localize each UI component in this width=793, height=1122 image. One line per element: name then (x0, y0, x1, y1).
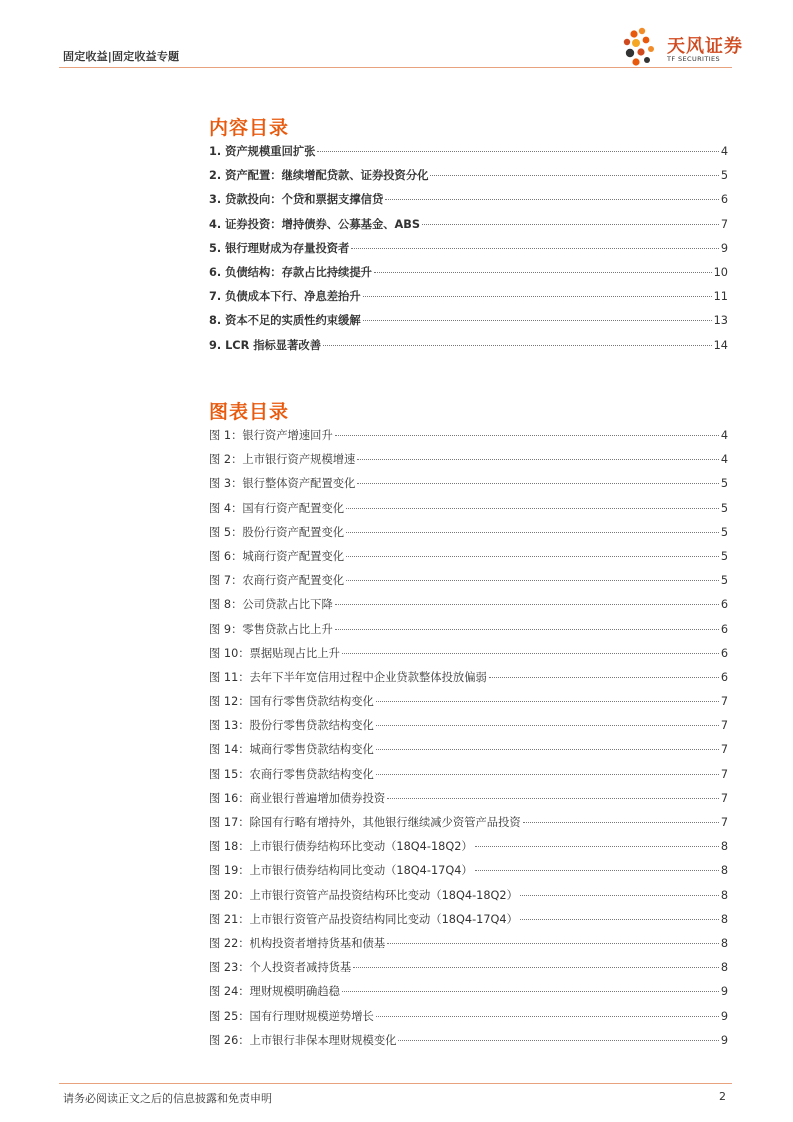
figure-entry[interactable] (209, 959, 728, 983)
figure-entry-page[interactable]: 7 (720, 767, 728, 781)
contents-entry-label[interactable]: 9. LCR 指标显著改善 (209, 338, 321, 352)
contents-title: 内容目录 (209, 117, 290, 139)
logo-name-cn: 天风证券 (667, 36, 743, 57)
figure-entry-label[interactable]: 图 11：去年下半年宽信用过程中企业贷款整体投放偏弱 (209, 670, 487, 684)
dot-leader (376, 701, 719, 702)
figure-entry[interactable] (209, 814, 728, 838)
header-divider (59, 67, 732, 68)
figure-entry[interactable] (209, 935, 728, 959)
contents-entry[interactable] (209, 216, 728, 240)
figure-entry-page[interactable]: 8 (720, 840, 728, 854)
logo-name-en: TF SECURITIES (667, 55, 721, 63)
figure-entry-label[interactable]: 图 16：商业银行普遍增加债券投资 (209, 791, 386, 805)
figure-entry[interactable] (209, 766, 728, 790)
figure-entry-page[interactable]: 6 (720, 622, 728, 636)
dot-leader (387, 798, 719, 799)
dot-leader (398, 1040, 718, 1041)
dot-leader (520, 895, 719, 896)
contents-entry[interactable] (209, 264, 728, 288)
figure-entry-page[interactable]: 7 (720, 719, 728, 733)
figure-entry-label[interactable]: 图 10：票据贴现占比上升 (209, 646, 340, 660)
contents-entry-page[interactable]: 5 (720, 169, 728, 183)
figure-entry[interactable] (209, 669, 728, 693)
figure-entry-page[interactable]: 6 (720, 646, 728, 660)
figure-entry-page[interactable]: 8 (720, 961, 728, 975)
figure-entry[interactable] (209, 717, 728, 741)
figure-entry-label[interactable]: 图 26：上市银行非保本理财规模变化 (209, 1033, 397, 1047)
figure-entry-page[interactable]: 9 (720, 1009, 728, 1023)
dot-leader (335, 435, 719, 436)
contents-entry-page[interactable]: 11 (713, 290, 728, 304)
dot-leader (346, 508, 719, 509)
contents-entry-label[interactable]: 8. 资本不足的实质性约束缓解 (209, 314, 361, 328)
dot-leader (385, 199, 719, 200)
contents-entry-label[interactable]: 1. 资产规模重回扩张 (209, 145, 316, 158)
dot-leader (475, 870, 719, 871)
figure-entry-label[interactable]: 图 3：银行整体资产配置变化 (209, 477, 356, 491)
dot-leader (357, 459, 718, 460)
figure-entry[interactable] (209, 451, 728, 475)
figure-entry[interactable] (209, 911, 728, 935)
dot-leader (387, 943, 719, 944)
contents-entry-label[interactable]: 4. 证券投资：增持债券、公募基金、ABS (209, 217, 421, 231)
figure-entry-page[interactable]: 8 (720, 912, 728, 926)
contents-entry[interactable] (209, 191, 728, 215)
figure-entry-label[interactable]: 图 9：零售贷款占比上升 (209, 622, 333, 636)
contents-entry-label[interactable]: 7. 负债成本下行、净息差抬升 (209, 290, 361, 304)
contents-entry[interactable] (209, 288, 728, 312)
figure-entry[interactable] (209, 1008, 728, 1032)
figure-entry-label[interactable]: 图 7：农商行资产配置变化 (209, 574, 345, 588)
figures-list (209, 427, 728, 1056)
figure-entry-page[interactable]: 5 (720, 477, 728, 491)
figure-entry[interactable] (209, 621, 728, 645)
figure-entry[interactable] (209, 500, 728, 524)
dot-leader (430, 175, 718, 176)
figure-entry[interactable] (209, 572, 728, 596)
contents-entry-page[interactable]: 14 (713, 338, 728, 352)
dot-leader (346, 532, 719, 533)
figure-entry[interactable] (209, 790, 728, 814)
figure-entry-page[interactable]: 5 (720, 574, 728, 588)
page-number: 2 (719, 1090, 726, 1103)
figure-entry-page[interactable]: 8 (720, 864, 728, 878)
figure-entry[interactable] (209, 475, 728, 499)
figure-entry-label[interactable]: 图 17：除国有行略有增持外，其他银行继续减少资管产品投资 (209, 816, 521, 829)
contents-entry-label[interactable]: 6. 负债结构：存款占比持续提升 (209, 265, 372, 279)
contents-entry[interactable] (209, 337, 728, 361)
figure-entry-label[interactable]: 图 14：城商行零售贷款结构变化 (209, 743, 374, 757)
dot-leader (376, 749, 719, 750)
dot-leader (342, 991, 719, 992)
dot-leader (374, 272, 712, 273)
dot-leader (353, 967, 719, 968)
dot-leader (363, 320, 712, 321)
dot-leader (351, 248, 718, 249)
figure-entry[interactable] (209, 983, 728, 1007)
contents-entry-label[interactable]: 2. 资产配置：继续增配贷款、证券投资分化 (209, 169, 429, 183)
figure-entry-label[interactable]: 图 18：上市银行债券结构环比变动（18Q4-18Q2） (209, 840, 473, 854)
figure-entry[interactable] (209, 596, 728, 620)
figure-entry-label[interactable]: 图 6：城商行资产配置变化 (209, 549, 345, 563)
dot-leader (317, 151, 718, 152)
figure-entry[interactable] (209, 427, 728, 451)
figure-entry-page[interactable]: 7 (720, 743, 728, 757)
header-section-label: 固定收益|固定收益专题 (63, 50, 180, 63)
figure-entry-page[interactable]: 5 (720, 525, 728, 539)
figure-entry-label[interactable]: 图 1：银行资产增速回升 (209, 429, 333, 442)
figure-entry-label[interactable]: 图 19：上市银行债券结构同比变动（18Q4-17Q4） (209, 864, 473, 878)
dot-leader (376, 725, 719, 726)
dot-leader (357, 483, 718, 484)
figure-entry-label[interactable]: 图 2：上市银行资产规模增速 (209, 453, 356, 467)
figure-entry-page[interactable]: 9 (720, 985, 728, 999)
figure-entry-label[interactable]: 图 5：股份行资产配置变化 (209, 525, 345, 539)
figure-entry-page[interactable]: 4 (720, 453, 728, 467)
contents-entry-page[interactable]: 13 (713, 314, 728, 328)
figure-entry-page[interactable]: 7 (720, 791, 728, 805)
dot-leader (346, 580, 719, 581)
contents-entry-page[interactable]: 9 (720, 241, 728, 255)
figure-entry[interactable] (209, 645, 728, 669)
contents-entry[interactable] (209, 143, 728, 167)
contents-entry[interactable] (209, 312, 728, 336)
figure-entry-label[interactable]: 图 8：公司贷款占比下降 (209, 598, 333, 612)
figure-entry-page[interactable]: 8 (720, 888, 728, 902)
figure-entry-label[interactable]: 图 22：机构投资者增持货基和债基 (209, 936, 386, 950)
figure-entry[interactable] (209, 887, 728, 911)
figure-entry-page[interactable]: 5 (720, 501, 728, 515)
figure-entry-label[interactable]: 图 4：国有行资产配置变化 (209, 501, 345, 515)
dot-leader (335, 629, 719, 630)
dot-leader (422, 224, 719, 225)
figure-entry-label[interactable]: 图 21：上市银行资管产品投资结构同比变动（18Q4-17Q4） (209, 912, 518, 926)
figure-entry[interactable] (209, 1032, 728, 1056)
figure-entry[interactable] (209, 548, 728, 572)
figure-entry-page[interactable]: 9 (720, 1033, 728, 1047)
figure-entry-page[interactable]: 6 (720, 598, 728, 612)
figure-entry-page[interactable]: 5 (720, 549, 728, 563)
contents-entry-page[interactable]: 4 (720, 145, 728, 158)
dot-leader (489, 677, 719, 678)
figure-entry-label[interactable]: 图 12：国有行零售贷款结构变化 (209, 695, 374, 709)
figure-entry[interactable] (209, 862, 728, 886)
contents-entry-page[interactable]: 6 (720, 193, 728, 207)
figure-entry-page[interactable]: 7 (720, 816, 728, 829)
dot-leader (475, 846, 719, 847)
figure-entry-page[interactable]: 4 (720, 429, 728, 442)
contents-entry[interactable] (209, 167, 728, 191)
figure-entry-label[interactable]: 图 13：股份行零售贷款结构变化 (209, 719, 374, 733)
footer-divider (59, 1083, 732, 1084)
contents-entry-page[interactable]: 7 (720, 217, 728, 231)
contents-entry[interactable] (209, 240, 728, 264)
dot-leader (342, 653, 719, 654)
dot-leader (346, 556, 719, 557)
dot-leader (335, 604, 719, 605)
figure-entry-page[interactable]: 8 (720, 936, 728, 950)
company-logo (620, 26, 743, 72)
contents-entry-label[interactable]: 5. 银行理财成为存量投资者 (209, 241, 350, 255)
figure-entry-page[interactable]: 6 (720, 670, 728, 684)
figure-entry[interactable] (209, 524, 728, 548)
figure-entry-label[interactable]: 图 25：国有行理财规模逆势增长 (209, 1009, 374, 1023)
contents-entry-page[interactable]: 10 (713, 265, 728, 279)
figure-entry[interactable] (209, 838, 728, 862)
figure-entry-label[interactable]: 图 24：理财规模明确趋稳 (209, 985, 340, 999)
figure-entry[interactable] (209, 741, 728, 765)
logo-mark-icon (620, 26, 664, 72)
dot-leader (520, 919, 719, 920)
figure-entry-label[interactable]: 图 20：上市银行资管产品投资结构环比变动（18Q4-18Q2） (209, 888, 518, 902)
dot-leader (376, 1016, 719, 1017)
dot-leader (363, 296, 712, 297)
figure-entry-label[interactable]: 图 23：个人投资者减持货基 (209, 961, 352, 975)
figure-entry-page[interactable]: 7 (720, 695, 728, 709)
figure-entry-label[interactable]: 图 15：农商行零售贷款结构变化 (209, 767, 374, 781)
dot-leader (523, 822, 719, 823)
figures-title: 图表目录 (209, 401, 290, 423)
contents-entry-label[interactable]: 3. 贷款投向：个贷和票据支撑信贷 (209, 193, 384, 207)
dot-leader (376, 774, 719, 775)
contents-list (209, 143, 728, 361)
footer-disclaimer: 请务必阅读正文之后的信息披露和免责申明 (63, 1092, 272, 1105)
figure-entry[interactable] (209, 693, 728, 717)
dot-leader (323, 345, 712, 346)
